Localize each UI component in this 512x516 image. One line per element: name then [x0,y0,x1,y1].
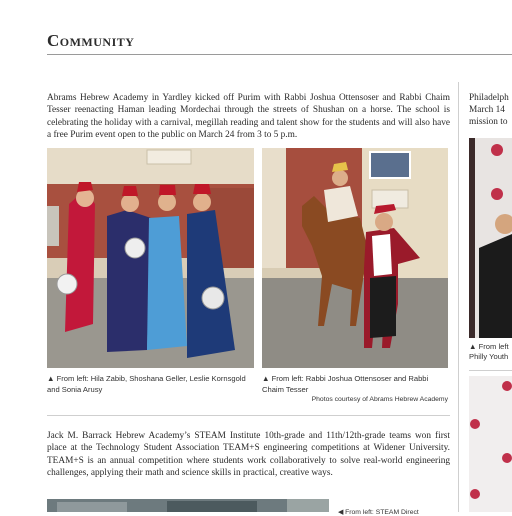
photo-credit: Photos courtesy of Abrams Hebrew Academy [311,396,448,403]
section-title: Community [47,31,135,50]
photo-rabbis-horse [262,148,448,368]
photo-costumed-women [47,148,254,368]
caption-left-photo: ▲ From left: Hila Zabib, Shoshana Geller, Leslie Kornsgold and Sonia Arusy [47,374,246,394]
article-divider [47,415,450,416]
column-divider [458,82,459,512]
col2-line3: mission to [469,117,508,127]
photo-steam-team [47,499,329,512]
col2-line1: Philadelph [469,93,509,103]
col2-divider [469,370,512,371]
col2-caption-line1: ▲ From left [469,342,509,351]
photo-col2-top [469,138,512,338]
photo-col2-bottom [469,376,512,512]
title-rule [47,54,512,55]
col2-caption-line2: Philly Youth [469,352,509,361]
article1-paragraph: Abrams Hebrew Academy in Yardley kicked off Purim with Rabbi Joshua Ottensoser and Rabbi Chaim Tesser reenacting Haman leading Mordechai through the streets of Shushan on a horse. The school is celebrating the holiday with a carnival, megillah reading and talent show for the students and will also have a free Purim event open to the public on March 24 from 3 to 5 p.m. [47,93,450,140]
article2-paragraph: Jack M. Barrack Hebrew Academy’s STEAM Institute 10th-grade and 11th/12th-grade teams won first place at the Technology Student Association TEAM+S engineering competitions at Widener University. TEAM+S is an annual competition where students work collaboratively to solve real-world engineering challenges, applying their math and science skills in practical, creative ways. [47,431,450,478]
steam-side-caption: ◀ From left: STEAM Direct [338,509,419,516]
caption-right-photo: ▲ From left: Rabbi Joshua Ottensoser and Rabbi Chaim Tesser [262,374,429,394]
col2-line2: March 14 [469,105,505,115]
